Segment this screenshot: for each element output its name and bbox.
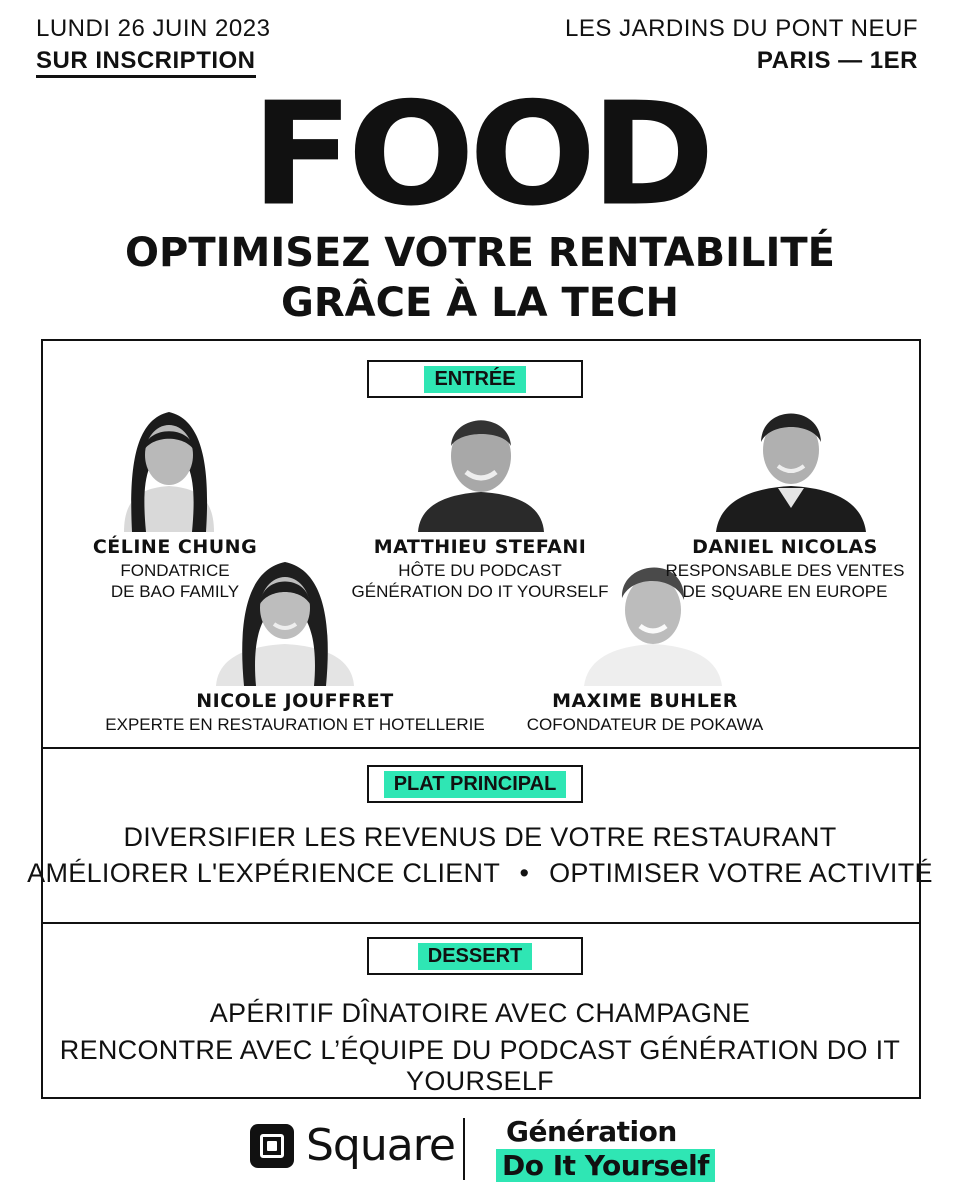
gen-logo-line2: Do It Yourself xyxy=(496,1150,715,1182)
event-date: LUNDI 26 JUIN 2023 xyxy=(36,15,271,42)
venue-city: PARIS — 1ER xyxy=(756,47,918,74)
speaker-role-daniel-2: DE SQUARE EN EUROPE xyxy=(682,582,888,601)
hero-subtitle-line2: GRÂCE À LA TECH xyxy=(281,280,679,326)
plat-line-2b: OPTIMISER VOTRE ACTIVITÉ xyxy=(549,858,933,888)
entree-tag: ENTRÉE xyxy=(367,360,583,398)
plat-line-2a: AMÉLIORER L'EXPÉRIENCE CLIENT xyxy=(27,858,500,888)
speaker-name-nicole: NICOLE JOUFFRET xyxy=(196,690,394,712)
speaker-role-celine-1: FONDATRICE xyxy=(120,561,230,580)
dessert-tag: DESSERT xyxy=(367,937,583,975)
speaker-name-maxime: MAXIME BUHLER xyxy=(552,690,738,712)
dessert-line-2: RENCONTRE AVEC L’ÉQUIPE DU PODCAST GÉNÉRATION DO IT YOURSELF xyxy=(59,1035,901,1096)
square-logo-icon xyxy=(250,1124,294,1168)
speaker-name-daniel: DANIEL NICOLAS xyxy=(692,536,878,558)
speaker-photo-celine xyxy=(104,400,234,532)
speaker-photo-daniel xyxy=(712,396,870,532)
square-wordmark: Square xyxy=(306,1120,455,1171)
hero-title: FOOD xyxy=(250,72,709,238)
plat-line-2 xyxy=(0,858,960,889)
speaker-role-daniel-1: RESPONSABLE DES VENTES xyxy=(665,561,905,580)
speaker-name-celine: CÉLINE CHUNG xyxy=(92,536,258,558)
speaker-role-matthieu-2: GÉNÉRATION DO IT YOURSELF xyxy=(351,582,609,601)
footer-divider xyxy=(463,1118,465,1180)
hero-subtitle-line1: OPTIMISEZ VOTRE RENTABILITÉ xyxy=(125,230,835,276)
speaker-role-maxime: COFONDATEUR DE POKAWA xyxy=(526,715,764,734)
speaker-role-celine-2: DE BAO FAMILY xyxy=(110,582,240,601)
speaker-role-matthieu-1: HÔTE DU PODCAST xyxy=(398,561,562,580)
venue-name: LES JARDINS DU PONT NEUF xyxy=(565,15,918,42)
gen-logo-line1: Génération xyxy=(506,1115,677,1148)
speaker-photo-matthieu xyxy=(408,400,554,532)
plat-line-1: DIVERSIFIER LES REVENUS DE VOTRE RESTAURANT xyxy=(123,822,837,852)
speaker-name-matthieu: MATTHIEU STEFANI xyxy=(373,536,587,558)
dessert-line-1: APÉRITIF DÎNATOIRE AVEC CHAMPAGNE xyxy=(209,998,751,1028)
speaker-role-nicole: EXPERTE EN RESTAURATION ET HOTELLERIE xyxy=(105,715,485,734)
plat-tag: PLAT PRINCIPAL xyxy=(367,765,583,803)
bullet-separator: • xyxy=(519,858,530,888)
registration-note: SUR INSCRIPTION xyxy=(36,46,256,76)
